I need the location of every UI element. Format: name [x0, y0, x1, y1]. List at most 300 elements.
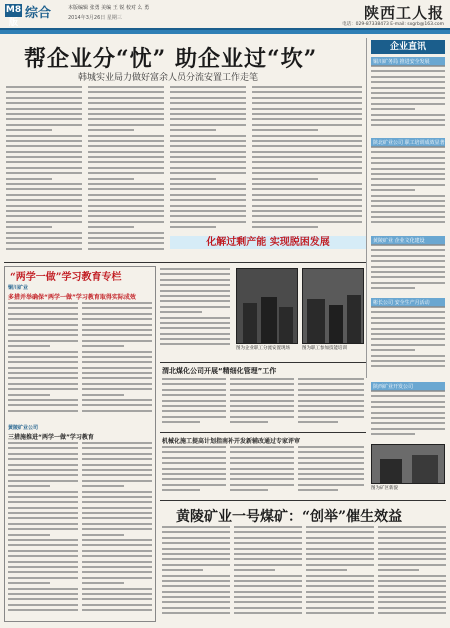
text-line: [88, 178, 134, 180]
text-line: [378, 601, 446, 603]
text-line: [230, 405, 294, 407]
text-line: [170, 221, 246, 223]
text-line: [306, 542, 374, 544]
study-headline-2: 三措施推进“两学一做”学习教育: [8, 434, 94, 441]
text-line: [306, 526, 374, 528]
lead-banner: 化解过剩产能 实现脱困发展: [170, 236, 366, 249]
text-line: [6, 102, 82, 104]
text-line: [371, 338, 445, 340]
story-2-col-b: [230, 446, 294, 496]
text-line: [8, 442, 78, 444]
text-line: [8, 404, 78, 406]
text-line: [8, 507, 78, 509]
text-line: [8, 394, 50, 396]
text-line: [6, 221, 82, 223]
study-headline-1: 多措并举确保“两学一做”学习教育取得实际成效: [8, 294, 136, 301]
text-line: [298, 457, 364, 459]
text-line: [230, 484, 294, 486]
feature-col-c: [306, 526, 374, 622]
text-line: [6, 167, 82, 169]
text-line: [160, 333, 230, 335]
text-line: [162, 489, 200, 491]
text-line: [162, 585, 230, 587]
text-line: [298, 389, 364, 391]
text-line: [230, 410, 294, 412]
text-line: [371, 200, 445, 202]
text-line: [371, 184, 445, 186]
text-line: [8, 566, 78, 568]
photo-left: [236, 268, 298, 344]
text-line: [252, 124, 362, 126]
text-line: [162, 484, 226, 486]
story-1-col-c: [298, 378, 364, 430]
text-line: [234, 542, 302, 544]
text-line: [234, 531, 302, 533]
feature-col-a: [162, 526, 230, 622]
text-line: [8, 399, 78, 401]
text-line: [170, 97, 246, 99]
text-line: [252, 135, 362, 137]
text-line: [371, 151, 445, 153]
text-line: [6, 129, 52, 131]
text-line: [252, 140, 362, 142]
text-line: [298, 446, 364, 448]
text-line: [371, 216, 445, 218]
text-line: [82, 453, 152, 455]
text-line: [160, 322, 230, 324]
text-line: [162, 389, 226, 391]
text-line: [88, 248, 164, 250]
text-line: [230, 416, 294, 418]
sidebar-item-2-body: [371, 146, 445, 232]
text-line: [170, 135, 246, 137]
text-line: [82, 351, 152, 353]
text-line: [371, 65, 445, 67]
text-line: [371, 317, 445, 319]
text-line: [378, 553, 446, 555]
text-line: [8, 480, 78, 482]
text-line: [234, 591, 302, 593]
text-line: [170, 108, 246, 110]
text-line: [88, 108, 164, 110]
sidebar-item-4-head: 彬长公司 安全生产月活动: [371, 298, 445, 307]
text-line: [82, 340, 152, 342]
text-line: [371, 406, 445, 408]
text-line: [6, 97, 82, 99]
text-line: [82, 501, 152, 503]
text-line: [162, 575, 230, 577]
text-line: [170, 183, 246, 185]
text-line: [160, 268, 230, 270]
text-line: [306, 531, 374, 533]
text-line: [298, 405, 364, 407]
text-line: [8, 550, 78, 552]
text-line: [162, 383, 226, 385]
text-line: [298, 478, 364, 480]
text-line: [252, 215, 362, 217]
text-line: [82, 464, 152, 466]
text-line: [8, 334, 78, 336]
text-line: [160, 311, 202, 313]
text-line: [162, 400, 226, 402]
text-line: [82, 588, 152, 590]
text-line: [252, 205, 362, 207]
text-line: [378, 564, 446, 566]
text-line: [234, 612, 302, 614]
feature-col-b: [234, 526, 302, 622]
text-line: [82, 302, 152, 304]
text-line: [162, 468, 226, 470]
text-line: [162, 580, 230, 582]
text-line: [252, 199, 362, 201]
text-line: [82, 507, 152, 509]
text-line: [88, 129, 134, 131]
text-line: [306, 591, 374, 593]
text-line: [378, 537, 446, 539]
text-line: [82, 388, 152, 390]
text-line: [6, 86, 82, 88]
text-line: [82, 442, 152, 444]
text-line: [8, 324, 78, 326]
text-line: [306, 558, 374, 560]
text-line: [371, 168, 445, 170]
text-line: [162, 416, 226, 418]
text-line: [6, 151, 82, 153]
text-line: [371, 211, 445, 213]
text-line: [82, 491, 152, 493]
text-line: [8, 340, 78, 342]
text-line: [170, 113, 246, 115]
text-line: [88, 167, 164, 169]
text-line: [162, 531, 230, 533]
text-line: [8, 496, 78, 498]
text-line: [371, 417, 445, 419]
text-line: [162, 421, 200, 423]
text-line: [371, 349, 415, 351]
text-line: [6, 118, 82, 120]
story-1-col-a: [162, 378, 226, 430]
text-line: [8, 512, 78, 514]
text-line: [88, 102, 164, 104]
text-line: [6, 210, 82, 212]
text-line: [162, 591, 230, 593]
text-line: [162, 378, 226, 380]
text-line: [6, 108, 82, 110]
text-line: [170, 102, 246, 104]
text-line: [306, 548, 374, 550]
text-line: [6, 124, 82, 126]
text-line: [88, 86, 164, 88]
text-line: [82, 345, 124, 347]
text-line: [82, 512, 152, 514]
study-article-1-col-a: [8, 302, 78, 420]
text-line: [162, 596, 230, 598]
text-line: [162, 542, 230, 544]
text-line: [234, 585, 302, 587]
text-line: [8, 372, 78, 374]
text-line: [378, 575, 446, 577]
text-line: [234, 558, 302, 560]
text-line: [6, 183, 82, 185]
text-line: [306, 612, 374, 614]
text-line: [371, 189, 415, 191]
text-line: [252, 86, 362, 88]
text-line: [252, 194, 362, 196]
text-line: [6, 172, 82, 174]
text-line: [371, 282, 445, 284]
text-line: [306, 553, 374, 555]
text-line: [82, 550, 152, 552]
text-line: [378, 531, 446, 533]
text-line: [170, 140, 246, 142]
lead-column-3: [170, 86, 246, 232]
sidebar-item-3-body: [371, 244, 445, 294]
text-line: [88, 194, 164, 196]
text-line: [371, 173, 445, 175]
text-line: [306, 580, 374, 582]
text-line: [82, 356, 152, 358]
text-line: [82, 469, 152, 471]
text-line: [82, 399, 152, 401]
text-line: [378, 526, 446, 528]
text-line: [8, 534, 50, 536]
text-line: [82, 523, 152, 525]
text-line: [170, 199, 246, 201]
text-line: [82, 598, 152, 600]
lead-column-4: [252, 86, 362, 232]
text-line: [298, 383, 364, 385]
text-line: [371, 306, 445, 308]
text-line: [170, 151, 246, 153]
middle-divider-3: [160, 500, 446, 501]
text-line: [82, 517, 152, 519]
text-line: [252, 102, 362, 104]
text-line: [82, 383, 152, 385]
text-line: [160, 284, 230, 286]
text-line: [88, 221, 164, 223]
sidebar-title: 企业直讯: [371, 40, 445, 54]
text-line: [371, 328, 445, 330]
text-line: [82, 609, 152, 611]
text-line: [252, 188, 362, 190]
text-line: [170, 194, 246, 196]
text-line: [8, 517, 78, 519]
text-line: [298, 421, 338, 423]
text-line: [88, 210, 164, 212]
text-line: [170, 226, 216, 228]
text-line: [252, 129, 318, 131]
text-line: [371, 401, 445, 403]
text-line: [8, 485, 50, 487]
text-line: [170, 156, 246, 158]
text-line: [8, 410, 78, 412]
text-line: [371, 255, 445, 257]
text-line: [371, 205, 445, 207]
text-line: [170, 161, 246, 163]
text-line: [8, 329, 78, 331]
text-line: [160, 279, 230, 281]
story-1-headline: 渭北煤化公司开展“精细化管理”工作: [162, 367, 277, 375]
text-line: [88, 161, 164, 163]
section-name: 综合: [25, 6, 52, 21]
text-line: [162, 558, 230, 560]
text-line: [371, 322, 445, 324]
text-line: [371, 260, 445, 262]
text-line: [306, 585, 374, 587]
text-line: [306, 607, 374, 609]
newspaper-masthead: 陕西工人报: [363, 4, 444, 22]
text-line: [82, 539, 152, 541]
text-line: [8, 474, 78, 476]
text-line: [306, 601, 374, 603]
editor-credits: 本版编辑 张勇 美编 王 锐 校对 么 勇: [68, 5, 150, 11]
text-line: [252, 108, 362, 110]
text-line: [162, 548, 230, 550]
text-line: [234, 580, 302, 582]
text-line: [234, 596, 302, 598]
text-line: [88, 242, 164, 244]
text-line: [298, 378, 364, 380]
text-line: [8, 453, 78, 455]
text-line: [371, 433, 415, 435]
text-line: [6, 91, 82, 93]
text-line: [306, 537, 374, 539]
text-line: [82, 534, 124, 536]
sidebar-item-1-head: 铜川矿务局 推进安全发展: [371, 57, 445, 66]
feature-headline: 黄陵矿业一号煤矿：“创举”催生效益: [176, 509, 403, 525]
text-line: [82, 410, 152, 412]
text-line: [252, 156, 362, 158]
text-line: [170, 145, 246, 147]
text-line: [82, 582, 124, 584]
right-column-head: 陕西矿业开发公司: [371, 382, 445, 391]
text-line: [160, 273, 230, 275]
text-line: [234, 607, 302, 609]
text-line: [252, 161, 362, 163]
text-line: [170, 188, 246, 190]
text-line: [162, 601, 230, 603]
text-line: [82, 372, 152, 374]
text-line: [82, 367, 152, 369]
text-line: [170, 215, 246, 217]
text-line: [371, 87, 445, 89]
text-line: [306, 569, 347, 571]
text-line: [234, 569, 275, 571]
text-line: [8, 501, 78, 503]
text-line: [8, 388, 78, 390]
study-org-1: 铜川矿业: [8, 285, 29, 291]
sidebar-divider: [366, 38, 367, 378]
text-line: [82, 480, 152, 482]
text-line: [371, 355, 445, 357]
text-line: [82, 313, 152, 315]
text-line: [88, 113, 164, 115]
text-line: [252, 151, 362, 153]
text-line: [82, 555, 152, 557]
text-line: [162, 564, 230, 566]
text-line: [378, 542, 446, 544]
text-line: [371, 333, 445, 335]
text-line: [230, 383, 294, 385]
text-line: [371, 412, 445, 414]
text-line: [234, 601, 302, 603]
text-line: [6, 237, 82, 239]
text-line: [8, 458, 78, 460]
text-line: [252, 118, 362, 120]
text-line: [8, 377, 78, 379]
text-line: [82, 394, 124, 396]
text-line: [82, 544, 152, 546]
text-line: [230, 389, 294, 391]
text-line: [162, 569, 203, 571]
text-line: [6, 242, 82, 244]
text-line: [88, 140, 164, 142]
text-line: [162, 446, 226, 448]
text-line: [160, 338, 230, 340]
text-line: [162, 405, 226, 407]
middle-divider-1: [160, 362, 366, 363]
text-line: [8, 577, 78, 579]
photo-right: [302, 268, 364, 344]
text-line: [371, 157, 445, 159]
text-line: [371, 76, 445, 78]
text-line: [378, 558, 446, 560]
story-2-headline: 机械化施工提高计划指南补开发新辅改通过专家评审: [162, 438, 301, 445]
text-line: [252, 226, 318, 228]
study-article-2-col-a: [8, 442, 78, 618]
contact-line: 电话：029-87338473 E-mail: sxgrb@163.com: [342, 22, 444, 27]
text-line: [82, 447, 152, 449]
text-line: [230, 421, 268, 423]
text-line: [160, 295, 230, 297]
text-line: [252, 178, 318, 180]
text-line: [162, 410, 226, 412]
text-line: [8, 447, 78, 449]
text-line: [371, 249, 445, 251]
right-column-photo: [371, 444, 445, 484]
section-badge: M8版: [5, 5, 22, 28]
lead-column-2: [88, 86, 164, 258]
text-line: [8, 561, 78, 563]
text-line: [234, 575, 302, 577]
text-line: [8, 539, 78, 541]
text-line: [88, 97, 164, 99]
text-line: [378, 580, 446, 582]
text-line: [298, 400, 364, 402]
text-line: [82, 571, 152, 573]
right-column-caption: 图为矿区新貌: [371, 486, 398, 491]
text-line: [88, 226, 134, 228]
text-line: [82, 474, 152, 476]
text-line: [298, 489, 338, 491]
right-column-body: [371, 390, 445, 440]
text-line: [8, 491, 78, 493]
text-line: [8, 383, 78, 385]
text-line: [252, 97, 362, 99]
text-line: [306, 575, 374, 577]
text-line: [378, 596, 446, 598]
text-line: [88, 215, 164, 217]
text-line: [234, 548, 302, 550]
text-line: [298, 468, 364, 470]
text-line: [371, 162, 445, 164]
text-line: [234, 564, 302, 566]
text-line: [371, 287, 415, 289]
text-line: [234, 526, 302, 528]
text-line: [6, 205, 82, 207]
text-line: [82, 485, 124, 487]
text-line: [160, 306, 230, 308]
